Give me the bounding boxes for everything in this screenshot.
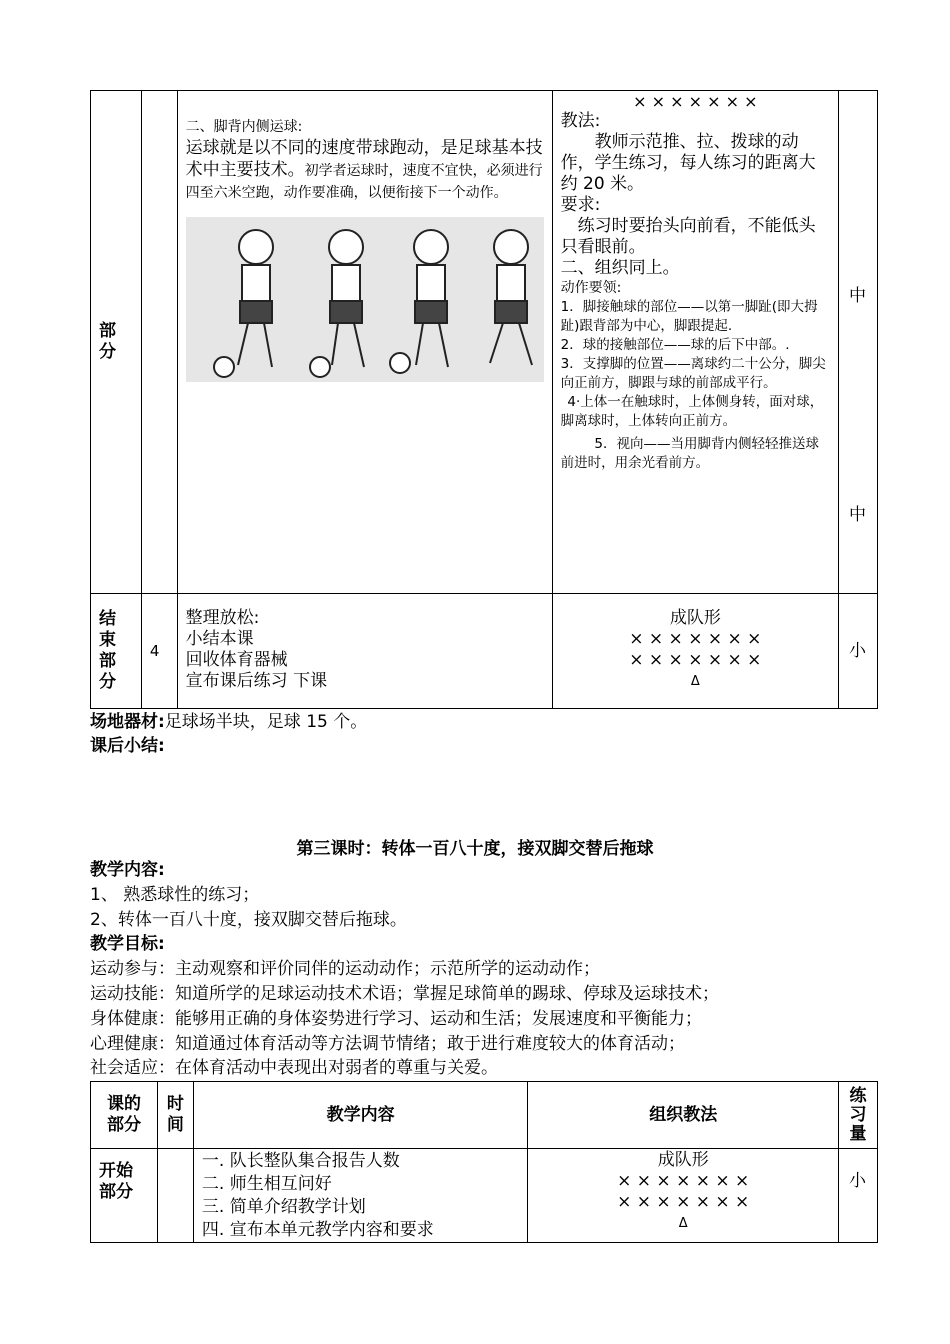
- content-small: 初学者运球时，速度不宜快，必须进行四至六米空跑，动作要准确，以便衔接下一个动作。: [185, 163, 543, 201]
- lesson-title: 第三课时：转体一百八十度，接双脚交替后拖球: [296, 839, 654, 859]
- header-load: 练 习 量: [849, 1085, 867, 1144]
- content-item: 四. 宣布本单元教学内容和要求: [201, 1220, 434, 1240]
- content-cell: [193, 1149, 528, 1243]
- part-label: 开始 部分: [99, 1161, 133, 1202]
- table-header-row: [91, 1082, 878, 1149]
- table-row: [91, 594, 878, 709]
- goal-item: 社会适应：在体育活动中表现出对弱者的尊重与关爱。: [90, 1058, 498, 1078]
- content-cell: [177, 594, 552, 709]
- header-cell: [157, 1082, 193, 1149]
- content-item: 整理放松:: [185, 608, 260, 628]
- header-content: 教学内容: [326, 1104, 395, 1125]
- time-value: 4: [149, 642, 160, 660]
- content-item: 1、 熟悉球性的练习；: [90, 885, 260, 905]
- teacher-mark: Δ: [690, 674, 700, 689]
- venue-label: 场地器材:: [90, 712, 165, 732]
- organization-cell: [552, 594, 838, 709]
- formation-title: 成队形: [657, 1150, 709, 1170]
- load-value: 小: [849, 640, 867, 661]
- method-text: 教师示范推、拉、拨球的动作，学生练习，每人练习的距离大约 20 米。: [560, 132, 816, 194]
- lesson-table-bottom: [90, 1081, 878, 1243]
- key-points-title: 动作要领:: [560, 280, 622, 296]
- goal-item: 运动技能：知道所学的足球运动技术术语；掌握足球简单的踢球、停球及运球技术；: [90, 984, 719, 1004]
- key-point: 4·上体一在触球时，上体侧身转，面对球，脚离球时，上体转向正前方。: [560, 394, 824, 429]
- requirement-title: 要求:: [560, 195, 601, 215]
- part-label: 结 束 部 分: [99, 609, 116, 692]
- table-row: [91, 1149, 878, 1243]
- content-heading: 二、脚背内侧运球:: [185, 119, 303, 135]
- content-main: 运球就是以不同的速度带球跑动，是足球基本技术中主要技术。: [185, 138, 543, 180]
- content-item: 宣布课后练习 下课: [185, 671, 328, 691]
- content-label: 教学内容:: [90, 860, 165, 880]
- goal-item: 运动参与：主动观察和评价同伴的运动动作；示范所学的运动动作；: [90, 959, 600, 979]
- part-cell: [91, 594, 142, 709]
- goal-item: 身体健康：能够用正确的身体姿势进行学习、运动和生活；发展速度和平衡能力；: [90, 1009, 702, 1029]
- organization-cell: [552, 91, 838, 594]
- summary-label: 课后小结:: [90, 736, 165, 756]
- header-cell: [193, 1082, 528, 1149]
- time-cell: [141, 91, 177, 594]
- formation-row: × × × × × × ×: [633, 92, 758, 111]
- teacher-mark: Δ: [678, 1216, 688, 1231]
- key-point: 5．视向——当用脚背内侧轻轻推送球前进时，用余光看前方。: [560, 436, 819, 471]
- formation-row: × × × × × × ×: [629, 629, 762, 649]
- key-point: 3．支撑脚的位置——离球约二十公分，脚尖向正前方，脚跟与球的前部成平行。: [560, 356, 826, 391]
- header-cell: [528, 1082, 839, 1149]
- load-cell: [839, 91, 878, 594]
- venue-line: [90, 711, 367, 733]
- formation-title: 成队形: [669, 608, 721, 628]
- load-value: 中: [849, 505, 867, 525]
- header-cell: [838, 1082, 877, 1149]
- lesson-table-top: [90, 90, 878, 709]
- header-organization: 组织教法: [649, 1104, 718, 1125]
- formation-row: × × × × × × ×: [629, 650, 762, 670]
- table-row: [91, 91, 878, 594]
- content-item: 回收体育器械: [185, 650, 288, 670]
- key-point: 2．球的接触部位——球的后下中部。.: [560, 337, 790, 353]
- time-cell: [141, 594, 177, 709]
- part-cell: [91, 91, 142, 594]
- header-time: 时 间: [166, 1094, 184, 1135]
- content-cell: [177, 91, 552, 594]
- organization-same: 二、组织同上。: [560, 258, 680, 278]
- header-cell: [91, 1082, 158, 1149]
- load-value: 中: [849, 286, 867, 306]
- method-title: 教法:: [560, 111, 601, 131]
- content-item: 一. 队长整队集合报告人数: [201, 1151, 400, 1171]
- goal-item: 心理健康：知道通过体育活动等方法调节情绪；敢于进行难度较大的体育活动；: [90, 1034, 685, 1054]
- goals-label: 教学目标:: [90, 934, 165, 954]
- venue-text: 足球场半块，足球 15 个。: [164, 712, 368, 732]
- content-item: 二. 师生相互问好: [201, 1174, 332, 1194]
- part-cell: [91, 1149, 158, 1243]
- dribbling-illustration: [186, 217, 544, 382]
- part-label: 部 分: [99, 321, 116, 362]
- time-cell: [157, 1149, 193, 1243]
- load-cell: [838, 1149, 877, 1243]
- content-item: 2、转体一百八十度，接双脚交替后拖球。: [90, 910, 407, 930]
- formation-row: × × × × × × ×: [617, 1192, 750, 1212]
- content-item: 小结本课: [185, 629, 254, 649]
- load-value: 小: [848, 1171, 866, 1191]
- load-cell: [839, 594, 878, 709]
- content-item: 三. 简单介绍教学计划: [201, 1197, 366, 1217]
- header-part: 课的 部分: [106, 1094, 141, 1135]
- key-point: 1．脚接触球的部位——以第一脚趾(即大拇趾)跟背部为中心，脚跟提起.: [560, 299, 818, 334]
- formation-row: × × × × × × ×: [617, 1171, 750, 1191]
- requirement-text: 练习时要抬头向前看，不能低头只看眼前。: [560, 216, 816, 257]
- organization-cell: [528, 1149, 839, 1243]
